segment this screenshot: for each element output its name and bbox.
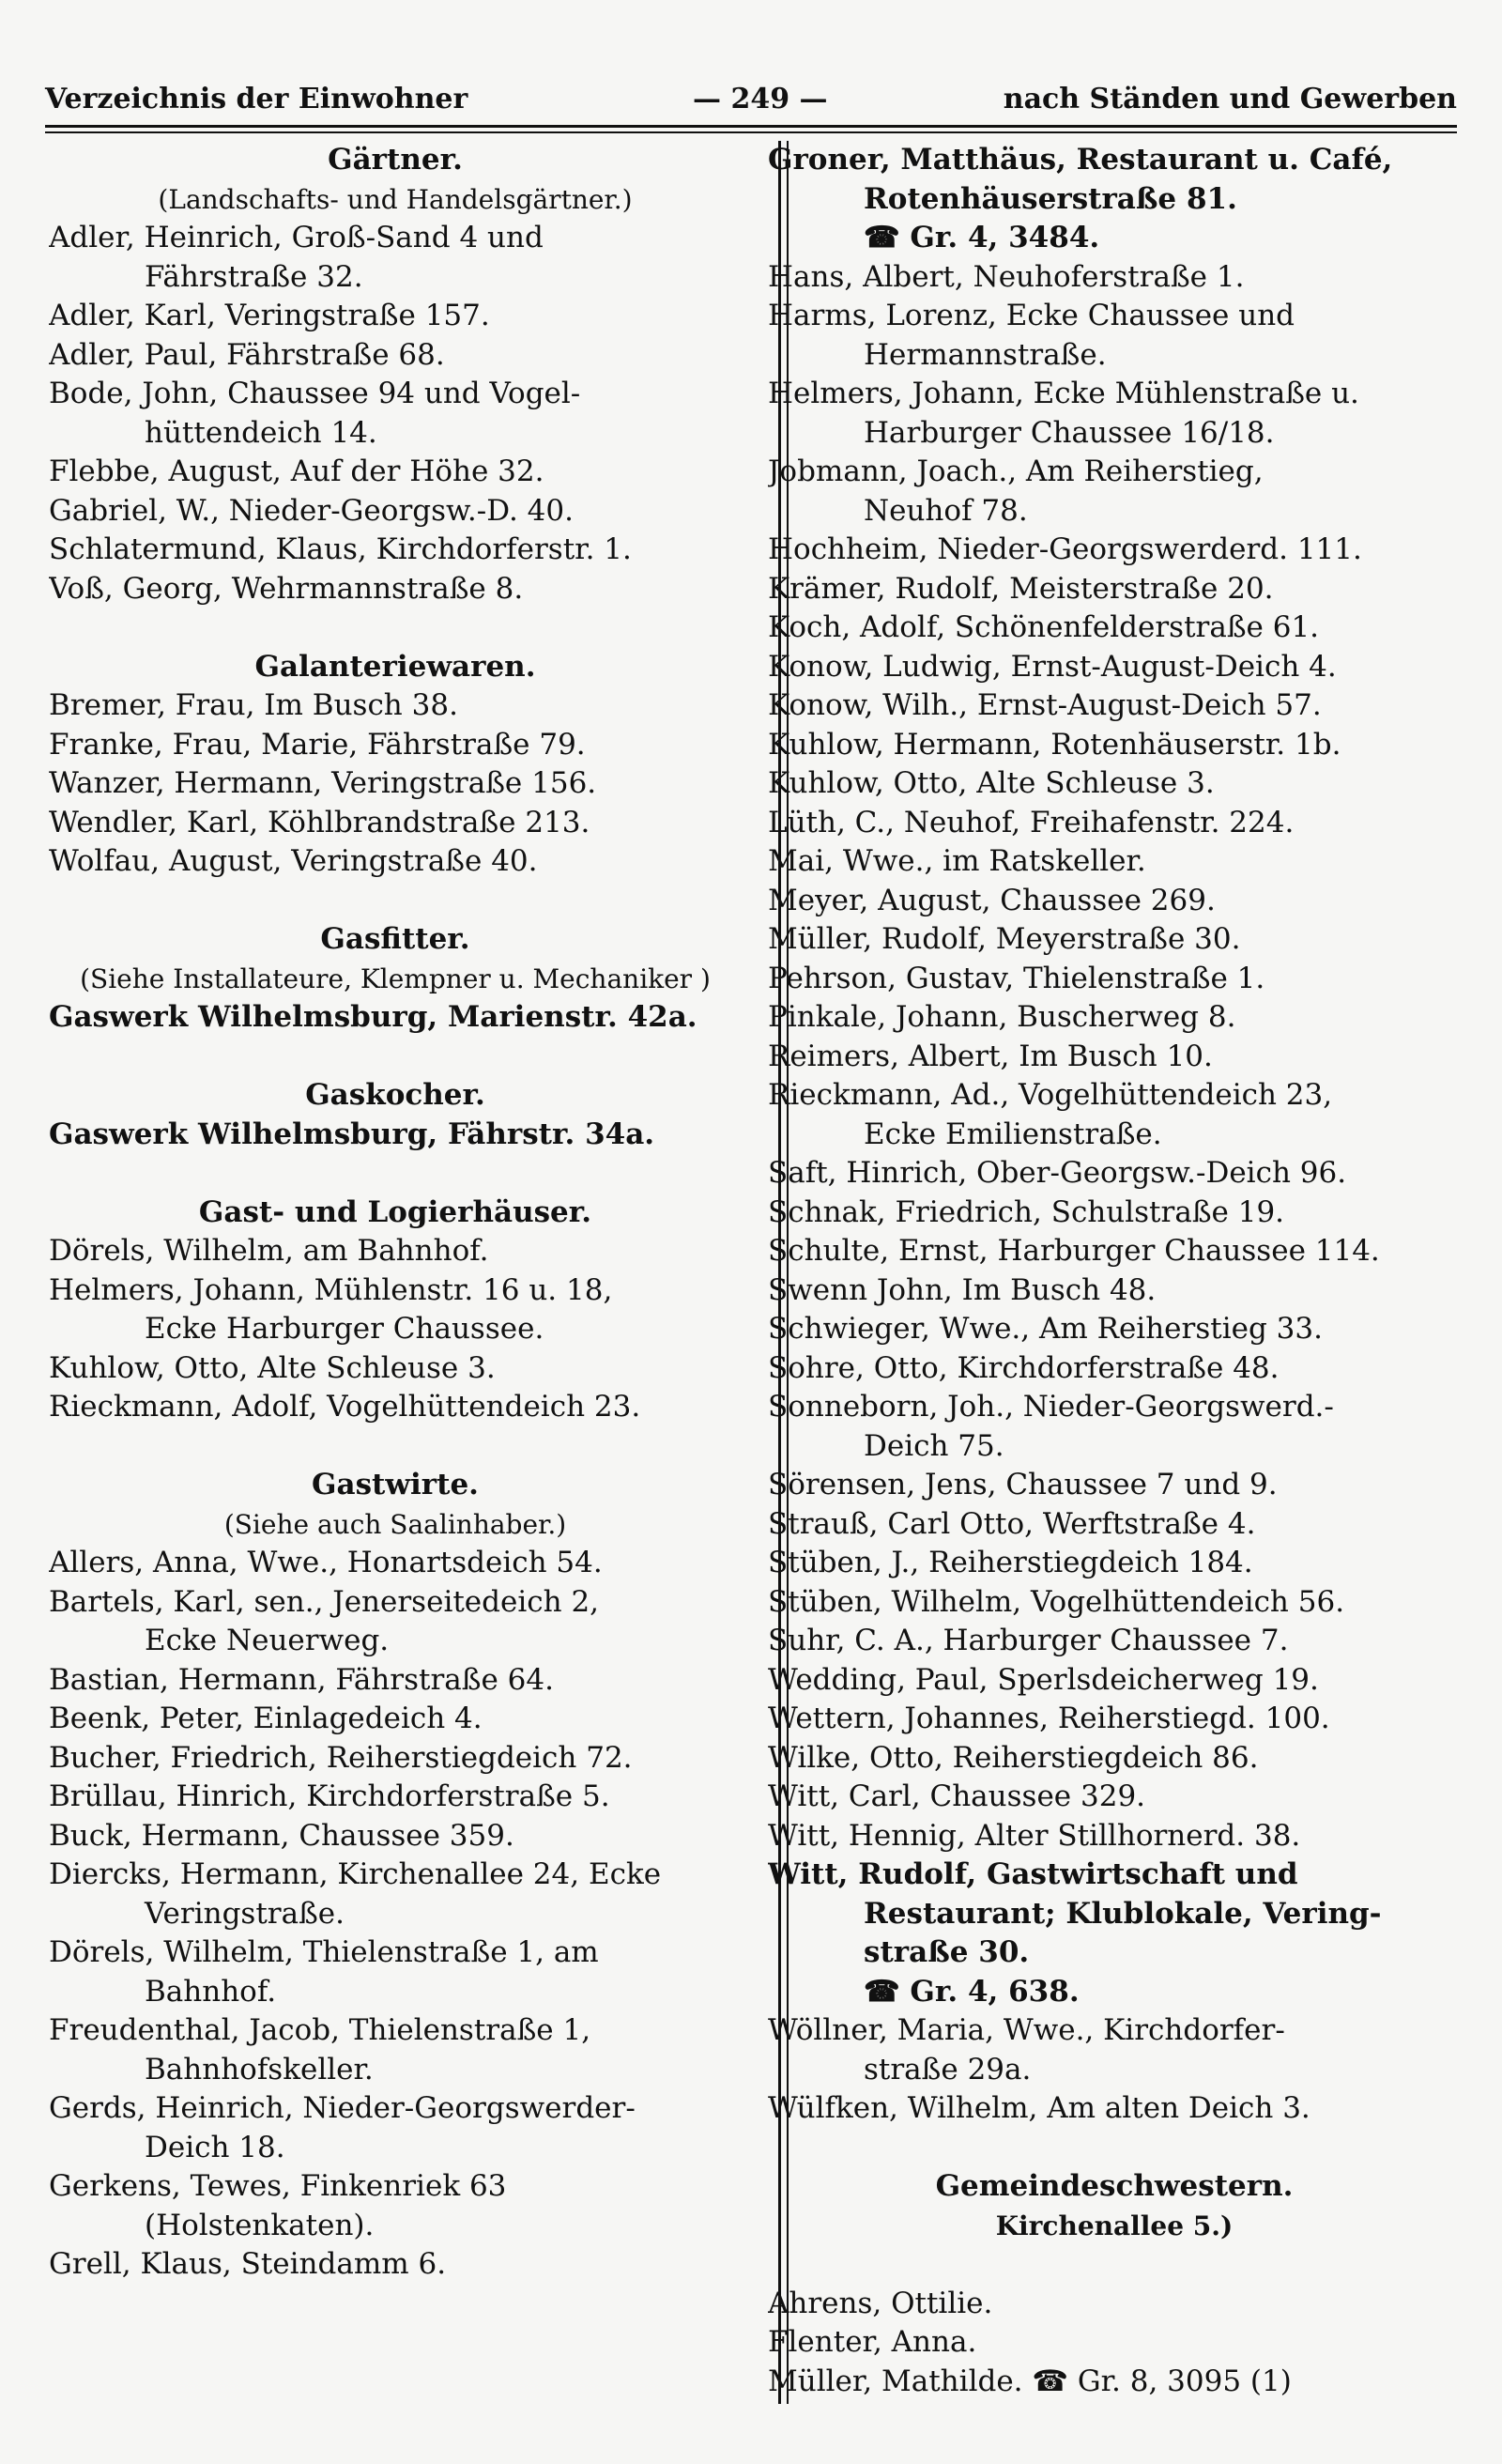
section-heading: Galanteriewaren. <box>254 649 536 684</box>
spacer <box>49 1038 742 1077</box>
directory-entry: Wöllner, Maria, Wwe., Kirchdorfer- <box>768 2013 1285 2047</box>
directory-entry: Flebbe, August, Auf der Höhe 32. <box>49 454 544 488</box>
section-note: (Siehe Installateure, Klempner u. Mechaniker ) <box>80 962 711 994</box>
directory-entry: Stüben, J., Reiherstiegdeich 184. <box>768 1546 1253 1579</box>
directory-entry-bold: Groner, Matthäus, Restaurant u. Café, <box>768 143 1393 177</box>
header-rule-thin <box>45 131 1457 133</box>
directory-entry: Wilke, Otto, Reiherstiegdeich 86. <box>768 1740 1259 1775</box>
directory-entry: Schulte, Ernst, Harburger Chaussee 114. <box>768 1234 1380 1268</box>
directory-entry: Konow, Ludwig, Ernst-August-Deich 4. <box>768 649 1337 684</box>
directory-entry: Bucher, Friedrich, Reiherstiegdeich 72. <box>49 1740 633 1775</box>
section-heading: Gasfitter. <box>320 922 470 956</box>
directory-entry-continuation: Harburger Chaussee 16/18. <box>864 415 1275 450</box>
directory-entry: Dörels, Wilhelm, am Bahnhof. <box>49 1234 489 1268</box>
spacer <box>49 882 742 921</box>
spacer <box>768 2129 1461 2168</box>
page-header <box>45 79 1457 126</box>
directory-entry: Pinkale, Johann, Buscherweg 8. <box>768 1000 1236 1034</box>
directory-entry: Adler, Paul, Fährstraße 68. <box>49 337 445 372</box>
directory-entry-continuation: Fährstraße 32. <box>145 259 363 294</box>
directory-entry: Voß, Georg, Wehrmannstraße 8. <box>49 571 524 606</box>
spacer <box>49 1154 742 1194</box>
directory-entry: Buck, Hermann, Chaussee 359. <box>49 1818 514 1853</box>
section-note: Kirchenallee 5.) <box>995 2210 1234 2241</box>
directory-entry: Bastian, Hermann, Fährstraße 64. <box>49 1662 554 1697</box>
directory-entry-continuation: Ecke Neuerweg. <box>145 1624 390 1657</box>
directory-entry: Harms, Lorenz, Ecke Chaussee und <box>768 299 1295 332</box>
section-note: (Siehe auch Saalinhaber.) <box>223 1508 567 1540</box>
directory-entry: Gerds, Heinrich, Nieder-Georgswerder- <box>49 2091 636 2125</box>
directory-entry: Stüben, Wilhelm, Vogelhüttendeich 56. <box>768 1584 1345 1619</box>
directory-entry-continuation: Ecke Emilienstraße. <box>864 1116 1162 1151</box>
spacer <box>49 1427 742 1467</box>
section-heading: Gärtner. <box>328 143 463 177</box>
directory-entry-continuation: Ecke Harburger Chaussee. <box>145 1312 544 1346</box>
directory-entry: Saft, Hinrich, Ober-Georgsw.-Deich 96. <box>768 1156 1347 1190</box>
directory-entry: Allers, Anna, Wwe., Honartsdeich 54. <box>49 1546 603 1579</box>
directory-entry: Hans, Albert, Neuhoferstraße 1. <box>768 259 1245 294</box>
directory-entry: Hochheim, Nieder-Georgswerderd. 111. <box>768 532 1362 566</box>
directory-entry-continuation: Veringstraße. <box>145 1896 345 1931</box>
directory-entry: Konow, Wilh., Ernst-August-Deich 57. <box>768 688 1322 722</box>
directory-entry: Freudenthal, Jacob, Thielenstraße 1, <box>49 2013 591 2047</box>
directory-entry-bold: Gaswerk Wilhelmsburg, Marienstr. 42a. <box>49 1000 697 1034</box>
directory-entry: Gerkens, Tewes, Finkenriek 63 <box>49 2169 507 2203</box>
right-column <box>768 141 1461 2401</box>
directory-entry-continuation: Restaurant; Klublokale, Vering- <box>864 1896 1382 1931</box>
directory-entry-continuation: Rotenhäuserstraße 81. <box>864 181 1237 216</box>
directory-entry: Brüllau, Hinrich, Kirchdorferstraße 5. <box>49 1779 610 1813</box>
directory-entry: Bremer, Frau, Im Busch 38. <box>49 688 458 722</box>
directory-entry-bold: Gaswerk Wilhelmsburg, Fährstr. 34a. <box>49 1116 655 1151</box>
directory-entry: Wedding, Paul, Sperlsdeicherweg 19. <box>768 1662 1319 1697</box>
directory-entry-bold: Witt, Rudolf, Gastwirtschaft und <box>768 1857 1298 1891</box>
directory-entry: Wolfau, August, Veringstraße 40. <box>49 844 538 878</box>
directory-entry-continuation: straße 29a. <box>864 2052 1032 2087</box>
directory-entry: Pehrson, Gustav, Thielenstraße 1. <box>768 961 1265 995</box>
directory-entry: Rieckmann, Ad., Vogelhüttendeich 23, <box>768 1078 1333 1112</box>
directory-entry: Müller, Mathilde. ☎ Gr. 8, 3095 (1) <box>768 2364 1292 2398</box>
section-heading: Gemeindeschwestern. <box>935 2169 1294 2203</box>
section-heading: Gaskocher. <box>305 1078 485 1112</box>
directory-entry: Adler, Heinrich, Groß-Sand 4 und <box>49 221 544 254</box>
directory-entry: Witt, Carl, Chaussee 329. <box>768 1779 1146 1813</box>
directory-entry: Bartels, Karl, sen., Jenerseitedeich 2, <box>49 1584 600 1619</box>
page-number: — 249 — <box>693 83 828 116</box>
directory-entry: Diercks, Hermann, Kirchenallee 24, Ecke <box>49 1857 662 1891</box>
directory-entry: Wettern, Johannes, Reiherstiegd. 100. <box>768 1702 1330 1735</box>
directory-entry-continuation: (Holstenkaten). <box>145 2208 375 2242</box>
header-right-title: nach Ständen und Gewerben <box>1003 83 1457 116</box>
directory-entry: Wendler, Karl, Köhlbrandstraße 213. <box>49 805 590 839</box>
header-left-title: Verzeichnis der Einwohner <box>45 83 468 116</box>
directory-entry: Beenk, Peter, Einlagedeich 4. <box>49 1702 483 1735</box>
directory-entry-continuation: Deich 75. <box>864 1428 1004 1463</box>
header-rule <box>45 125 1457 128</box>
directory-entry: Sörensen, Jens, Chaussee 7 und 9. <box>768 1468 1278 1502</box>
directory-entry: Kuhlow, Otto, Alte Schleuse 3. <box>49 1350 496 1385</box>
directory-entry: Flenter, Anna. <box>768 2325 977 2359</box>
directory-entry-continuation: ☎ Gr. 4, 3484. <box>864 221 1100 254</box>
directory-entry: Schlatermund, Klaus, Kirchdorferstr. 1. <box>49 532 632 566</box>
directory-entry: Swenn John, Im Busch 48. <box>768 1272 1157 1307</box>
spacer <box>768 2245 1461 2285</box>
directory-entry: Rieckmann, Adolf, Vogelhüttendeich 23. <box>49 1390 641 1424</box>
section-heading: Gastwirte. <box>312 1468 479 1502</box>
directory-entry-continuation: Neuhof 78. <box>864 493 1028 528</box>
directory-entry: Kuhlow, Otto, Alte Schleuse 3. <box>768 766 1215 800</box>
directory-entry: Lüth, C., Neuhof, Freihafenstr. 224. <box>768 805 1295 839</box>
directory-entry: Gabriel, W., Nieder-Georgsw.-D. 40. <box>49 493 574 528</box>
directory-entry: Suhr, C. A., Harburger Chaussee 7. <box>768 1624 1289 1657</box>
directory-entry: Reimers, Albert, Im Busch 10. <box>768 1039 1213 1073</box>
directory-entry-continuation: ☎ Gr. 4, 638. <box>864 1974 1080 2009</box>
directory-entry: Sohre, Otto, Kirchdorferstraße 48. <box>768 1350 1280 1385</box>
directory-entry-continuation: Deich 18. <box>145 2130 285 2164</box>
spacer <box>49 608 742 648</box>
directory-entry-continuation: hüttendeich 14. <box>145 415 377 450</box>
directory-entry: Meyer, August, Chaussee 269. <box>768 883 1216 917</box>
left-column <box>49 141 742 2285</box>
directory-entry-continuation: straße 30. <box>864 1935 1030 1969</box>
section-heading: Gast- und Logierhäuser. <box>198 1194 592 1229</box>
directory-entry: Kuhlow, Hermann, Rotenhäuserstr. 1b. <box>768 727 1341 762</box>
directory-entry: Strauß, Carl Otto, Werftstraße 4. <box>768 1506 1256 1541</box>
directory-entry: Jobmann, Joach., Am Reiherstieg, <box>768 454 1264 488</box>
section-note: (Landschafts- und Handelsgärtner.) <box>158 183 633 215</box>
directory-entry: Müller, Rudolf, Meyerstraße 30. <box>768 922 1241 956</box>
directory-entry: Witt, Hennig, Alter Stillhornerd. 38. <box>768 1818 1301 1853</box>
directory-entry: Grell, Klaus, Steindamm 6. <box>49 2247 447 2281</box>
directory-entry: Sonneborn, Joh., Nieder-Georgswerd.- <box>768 1390 1334 1424</box>
directory-entry: Helmers, Johann, Ecke Mühlenstraße u. <box>768 377 1359 410</box>
directory-entry: Krämer, Rudolf, Meisterstraße 20. <box>768 571 1274 606</box>
directory-entry-continuation: Hermannstraße. <box>864 337 1107 372</box>
directory-entry: Mai, Wwe., im Ratskeller. <box>768 844 1146 878</box>
directory-entry: Bode, John, Chaussee 94 und Vogel- <box>49 377 581 410</box>
directory-entry: Franke, Frau, Marie, Fährstraße 79. <box>49 727 586 762</box>
directory-entry: Dörels, Wilhelm, Thielenstraße 1, am <box>49 1935 599 1969</box>
directory-entry: Wanzer, Hermann, Veringstraße 156. <box>49 766 597 800</box>
directory-entry-continuation: Bahnhofskeller. <box>145 2052 374 2087</box>
directory-entry: Adler, Karl, Veringstraße 157. <box>49 299 490 332</box>
directory-entry: Helmers, Johann, Mühlenstr. 16 u. 18, <box>49 1272 613 1307</box>
directory-entry: Schnak, Friedrich, Schulstraße 19. <box>768 1194 1285 1229</box>
directory-entry: Ahrens, Ottilie. <box>768 2286 993 2320</box>
directory-entry-continuation: Bahnhof. <box>145 1974 277 2009</box>
directory-entry: Wülfken, Wilhelm, Am alten Deich 3. <box>768 2091 1310 2125</box>
directory-entry: Schwieger, Wwe., Am Reiherstieg 33. <box>768 1312 1323 1346</box>
directory-entry: Koch, Adolf, Schönenfelderstraße 61. <box>768 610 1320 644</box>
